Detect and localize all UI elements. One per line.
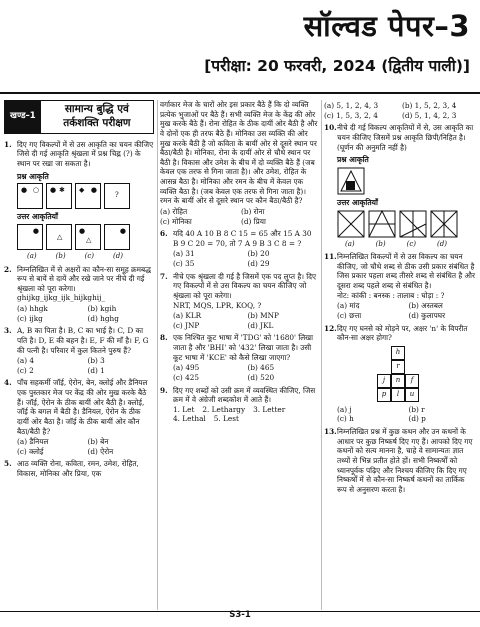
question-5: 5. आठ व्यक्ति रोना, कविता, रमन, उमेश, रोहित, विकास, मोनिका और प्रिया, एक (4, 459, 154, 478)
net-face: l (391, 388, 405, 402)
net-face: f (405, 374, 419, 388)
question-text: आठ व्यक्ति रोना, कविता, रमन, उमेश, रोहित, विकास, मोनिका और प्रिया, एक (17, 459, 139, 479)
option-d[interactable]: (d) 520 (247, 372, 275, 382)
option-d[interactable]: (d) कुलापघर (408, 310, 446, 320)
option-b[interactable]: (b) 1, 5, 2, 3, 4 (402, 101, 457, 110)
net-face: j (377, 374, 391, 388)
letter-series: ghijkg_ijkg_ijk_hijkghij_ (17, 293, 106, 303)
option-a[interactable]: (a) j (337, 404, 352, 414)
question-figure (337, 167, 476, 195)
figure-box: ● ○ (17, 183, 43, 209)
section-title: सामान्य बुद्धि एवं तर्कशक्ति परीक्षण (63, 103, 131, 129)
question-text: यदि 40 A 10 B 8 C 15 = 65 और 15 A 30 B 9 C 20 = 70, तो 7 A 9 B 3 C 8 = ? (173, 229, 312, 248)
option-a[interactable]: (a) 31 (173, 249, 195, 259)
answer-figure-b[interactable]: △ (46, 224, 72, 250)
option-d[interactable]: (d) JKL (247, 320, 274, 330)
answer-figure-c[interactable]: ● △ (75, 224, 101, 250)
answer-figure-d[interactable] (430, 210, 458, 238)
option-b[interactable]: (b) अस्तबल (408, 301, 443, 311)
options (17, 304, 154, 323)
question-figure-shape (337, 167, 365, 195)
options (173, 311, 318, 330)
answer-figure-c[interactable] (399, 210, 427, 238)
page-number: S3-1 (229, 610, 251, 620)
option-a[interactable]: (a) रोहित (160, 206, 188, 216)
option-c[interactable]: (c) 2 (17, 365, 34, 375)
option-b[interactable]: (b) 20 (247, 249, 270, 259)
question-6: 6. यदि 40 A 10 B 8 C 15 = 65 और 15 A 30 B 9 C 20 = 70, तो 7 A 9 B 3 C 8 = ? (a) 31 (b) 20 (c) 35 (d) 29 (160, 229, 318, 269)
option-d[interactable]: (d) ऐरोन (87, 446, 114, 456)
option-c[interactable]: (c) 35 (173, 259, 195, 268)
column-1 (4, 100, 154, 482)
section-tag: खण्ड–1 (5, 101, 41, 133)
question-text: पाँच सहकर्मी जॉई, ऐरोन, बेन, क्लोई और डैनियल एक पुस्तकार मेज पर केंद्र की ओर मुख करके बैठे हैं। जॉई, ऐरोन के ठीक बायीं ओर बैठी है। क्लोई, जॉई के बगल में बैठी है। डैनियल, ऐरोन के ठीक दायीं ओर बैठा है। जॉई के ठीक बायीं ओर कौन बैठा/बैठी है? (17, 378, 148, 436)
option-c[interactable]: (c) क्लोई (17, 446, 44, 456)
option-d[interactable]: (d) hghg (87, 313, 119, 323)
cube-net (377, 346, 476, 402)
option-a[interactable]: (a) 495 (173, 363, 200, 373)
option-d[interactable]: (d) 1 (87, 365, 105, 375)
options (17, 437, 154, 456)
word-list: 1. Let 2. Lethargy 3. Letter 4. Lethal 5. Lest (173, 404, 286, 424)
option-b[interactable]: (b) रोना (241, 206, 265, 216)
question-10: 10. नीचे दी गई विकल्प आकृतियों में से, उस आकृति का चयन कीजिए जिसमें प्रश्न आकृति छिपी/निहित है। (घूर्णन की अनुमति नहीं है) प्रश्न आकृति उत्तर आकृतियाँ (a) (b) (c) (d) (324, 123, 476, 249)
options (173, 249, 318, 268)
letter-series: NRT, MQS, LPR, KOQ, ? (173, 300, 262, 310)
figure-box: ? (104, 183, 130, 209)
answer-figure-label: उत्तर आकृतियाँ (17, 212, 58, 222)
section-header (4, 100, 154, 134)
option-a[interactable]: (a) 4 (17, 356, 35, 366)
question-text: एक निश्चित कूट भाषा में 'TDG' को '1680' लिखा जाता है और 'BHI' को '432' लिखा जाता है। उसी कूट भाषा में 'KCE' को कैसे लिखा जाएगा? (173, 333, 314, 362)
question-11: 11. निम्नलिखित विकल्पों में से उस विकल्प का चयन कीजिए, जो चौथे शब्द से ठीक उसी प्रकार संबंधित है जिस प्रकार पहला शब्द तीसरे शब्द से संबंधित है और दूसरा शब्द पहले शब्द से संबंधित है। नोट: कांकी : बनस्क : तालाब : घोड़ा : ? (a) मांद (b) अस्तबल (c) छत्ता (d) कुलापघर (324, 252, 475, 320)
question-figure-label: प्रश्न आकृति (337, 155, 369, 165)
question-5-continued: वर्गाकार मेज के चारों ओर इस प्रकार बैठे हैं कि दो व्यक्ति प्रत्येक भुजाओं पर बैठे हैं। सभी व्यक्ति मेज के केंद्र की ओर मुख करके बैठे हैं। रोना रोहित के ठीक दायीं ओर बैठी है और वे दोनों एक ही तरफ बैठे हैं। मोनिका उस व्यक्ति की ओर मुख करके बैठी है जो कविता के बायीं ओर से दूसरे स्थान पर बैठा/बैठी है। मोनिका, रोना के दायीं ओर से चौथे स्थान पर बैठी है। विकास और उमेश के बीच में दो व्यक्ति बैठे हैं (जब केवल एक तरफ से गिना जाता है)। और उमेश, रोहित के आसन्न बैठा है। मोनिका और रमन के बीच में केवल एक व्यक्ति बैठा है। (जब केवल एक तरफ से गिना जाता है)। रमन के बायीं ओर से दूसरे स्थान पर कौन बैठा/बैठी है? (160, 100, 318, 206)
question-text: निम्नलिखित में से अक्षरों का कौन-सा समूह क्रमबद्ध रूप से बायें से दायें और रखे जाने पर नीचे दी गई श्रृंखला को पूरा करेगा। (17, 264, 151, 293)
question-9: 9. दिए गए शब्दों को उसी क्रम में व्यवस्थित कीजिए, जिस क्रम में वे अंग्रेजी शब्दकोश में आते हैं। 1. Let 2. Lethargy 3. Letter 4. Lethal 5. Lest (160, 386, 318, 425)
option-b[interactable]: (b) kgih (87, 304, 117, 314)
option-d[interactable]: (d) p (408, 414, 426, 424)
option-d[interactable]: (d) 29 (247, 259, 270, 268)
question-12: 12. दिए गए घनसे को मोड़ने पर, अक्षर 'n' के विपरीत कौन-सा अक्षर होगा? h r j n f p l u (a) j (b) r (c) h (d) p (324, 324, 476, 425)
option-b[interactable]: (b) 465 (247, 363, 275, 373)
question-figures (17, 183, 154, 209)
answer-figure-d[interactable]: ● (104, 224, 130, 250)
figure-box: ● ✱ (46, 183, 72, 209)
option-a[interactable]: (a) मांद (337, 301, 360, 311)
question-text: दिए गए विकल्पों में से उस आकृति का चयन कीजिए जिसे दी गई आकृति श्रृंखला में प्रश्न चिह्न (?) के स्थान पर रखा जा सकता है। (17, 139, 154, 168)
question-text: नीचे एक श्रृंखला दी गई है जिसमें एक पद लुप्त है। दिए गए विकल्पों में से उस विकल्प का चयन कीजिए जो श्रृंखला को पूरा करेगा। (173, 271, 317, 300)
option-a[interactable]: (a) hhgk (17, 304, 48, 314)
option-c[interactable]: (c) 1, 5, 3, 2, 4 (324, 110, 378, 120)
options (337, 405, 476, 424)
question-text: दिए गए शब्दों को उसी क्रम में व्यवस्थित कीजिए, जिस क्रम में वे अंग्रेजी शब्दकोश में आते हैं। (173, 385, 316, 405)
column-2 (160, 100, 318, 427)
net-face: h (391, 346, 405, 360)
net-face: n (391, 374, 405, 388)
options (160, 207, 318, 226)
question-8: 8. एक निश्चित कूट भाषा में 'TDG' को '1680' लिखा जाता है और 'BHI' को '432' लिखा जाता है। उसी कूट भाषा में 'KCE' को कैसे लिखा जाएगा? (a) 495 (b) 465 (c) 425 (d) 520 (160, 333, 318, 382)
question-text: नीचे दी गई विकल्प आकृतियों में से, उस आकृति का चयन कीजिए जिसमें प्रश्न आकृति छिपी/निहित है। (घूर्णन की अनुमति नहीं है) (337, 123, 474, 152)
header-rule (0, 92, 480, 94)
answer-figures (337, 210, 476, 238)
page-title: सॉल्वड पेपर–3 (303, 9, 470, 43)
option-d[interactable]: (d) 5, 1, 4, 2, 3 (402, 110, 457, 120)
option-c[interactable]: (c) छत्ता (337, 310, 362, 320)
question-text: निम्नलिखित विकल्पों में से उस विकल्प का चयन कीजिए, जो चौथे शब्द से ठीक उसी प्रकार संबंधित है जिस प्रकार पहला शब्द तीसरे शब्द से संबंधित है और दूसरा शब्द पहले शब्द से संबंधित है। (337, 252, 475, 291)
option-a[interactable]: (a) KLR (173, 311, 202, 321)
question-text: निम्नलिखित प्रश्न में कुछ कथन और उन कथनों के आधार पर कुछ निष्कर्ष दिए गए हैं। आपको दिए गए कथनों को सत्य मानना है, चाहे वे सामान्यतः ज्ञात तथ्यों से भिन्न प्रतीत होते हों। सभी निष्कर्षों को ध्यानपूर्वक पढ़िए और निश्चय कीजिए कि दिए गए निष्कर्षों में से कौन-सा निष्कर्ष कथनों का तार्किक रूप से अनुसरण करता है। (337, 427, 473, 494)
options (17, 356, 154, 375)
answer-figure-b[interactable] (368, 210, 396, 238)
answer-option-labels: (a) (b) (c) (d) (345, 239, 447, 248)
question-3: 3. A, B का पिता है। B, C का भाई है। C, D का पति है। D, E की बहन है। E, F की माँ है। F, G की पत्नी है। परिवार में कुल कितने पुरुष हैं? (a) 4 (b) 3 (c) 2 (d) 1 (4, 326, 154, 375)
answer-figure-label: उत्तर आकृतियाँ (337, 198, 378, 208)
option-b[interactable]: (b) MNP (247, 311, 279, 321)
question-text: दिए गए घनसे को मोड़ने पर, अक्षर 'n' के विपरीत कौन-सा अक्षर होगा? (337, 323, 468, 343)
option-c[interactable]: (c) JNP (173, 320, 200, 330)
question-9-options (324, 101, 476, 120)
option-c[interactable]: (c) ijkg (17, 313, 43, 323)
column-divider (157, 100, 158, 610)
question-2: 2. निम्नलिखित में से अक्षरों का कौन-सा समूह क्रमबद्ध रूप से बायें से दायें और रखे जाने पर नीचे दी गई श्रृंखला को पूरा करेगा। ghijkg_ijkg_ijk_hijkghij_ (a) hhgk (b) kgih (c) ijkg (d) hghg (4, 265, 154, 324)
option-b[interactable]: (b) बेन (87, 437, 109, 447)
figure-box: ◆ ● (75, 183, 101, 209)
question-text: A, B का पिता है। B, C का भाई है। C, D का पति है। D, E की बहन है। E, F की माँ है। F, G की पत्नी है। परिवार में कुल कितने पुरुष हैं? (17, 326, 149, 355)
exam-date-subtitle: [परीक्षा: 20 फरवरी, 2024 (द्वितीय पाली)] (204, 57, 470, 75)
question-13: 13. निम्नलिखित प्रश्न में कुछ कथन और उन कथनों के आधार पर कुछ निष्कर्ष दिए गए हैं। आपको दिए गए कथनों को सत्य मानना है, चाहे वे सामान्यतः ज्ञात तथ्यों से भिन्न प्रतीत होते हों। सभी निष्कर्षों को ध्यानपूर्वक पढ़िए और निश्चय कीजिए कि दिए गए निष्कर्षों में से कौन-सा निष्कर्ष कथनों का तार्किक रूप से अनुसरण करता है। (324, 427, 476, 494)
answer-figure-a[interactable]: ● (17, 224, 43, 250)
option-c[interactable]: (c) मोनिका (160, 216, 192, 226)
options (337, 301, 476, 320)
option-d[interactable]: (d) प्रिया (241, 216, 266, 226)
options (173, 363, 318, 382)
column-divider (321, 100, 322, 610)
answer-option-labels: (a) (b) (c) (d) (27, 252, 123, 261)
question-4: 4. पाँच सहकर्मी जॉई, ऐरोन, बेन, क्लोई और डैनियल एक पुस्तकार मेज पर केंद्र की ओर मुख करके बैठे हैं। जॉई, ऐरोन के ठीक बायीं ओर बैठी है। क्लोई, जॉई के बगल में बैठी है। डैनियल, ऐरोन के ठीक दायीं ओर बैठा है। जॉई के ठीक बायीं ओर कौन बैठा/बैठी है? (a) डैनियल (b) बेन (c) क्लोई (d) ऐरोन (4, 378, 154, 456)
option-b[interactable]: (b) 3 (87, 356, 105, 366)
net-face: p (377, 388, 391, 402)
option-b[interactable]: (b) r (408, 404, 425, 414)
net-face: u (405, 388, 419, 402)
column-3 (324, 100, 476, 497)
question-figure-label: प्रश्न आकृति (17, 171, 49, 181)
answer-figure-a[interactable] (337, 210, 365, 238)
option-c[interactable]: (c) 425 (173, 372, 200, 382)
question-note: नोट: कांकी : बनस्क : तालाब : घोड़ा : ? (337, 290, 445, 300)
net-face: r (391, 360, 405, 374)
question-7: 7. नीचे एक श्रृंखला दी गई है जिसमें एक पद लुप्त है। दिए गए विकल्पों में से उस विकल्प का चयन कीजिए जो श्रृंखला को पूरा करेगा। NRT, MQS, LPR, KOQ, ? (a) KLR (b) MNP (c) JNP (d) JKL (160, 271, 317, 330)
question-1: 1. दिए गए विकल्पों में से उस आकृति का चयन कीजिए जिसे दी गई आकृति श्रृंखला में प्रश्न चिह्न (?) के स्थान पर रखा जा सकता है। प्रश्न आकृति ● ○ ● ✱ ◆ ● ? उत्तर आकृतियाँ ● △ ● △ ● (a) (b) (c) (d) (4, 139, 154, 261)
option-a[interactable]: (a) डैनियल (17, 437, 49, 447)
option-c[interactable]: (c) h (337, 414, 354, 424)
option-a[interactable]: (a) 5, 1, 2, 4, 3 (324, 101, 379, 110)
answer-figures (17, 224, 154, 250)
